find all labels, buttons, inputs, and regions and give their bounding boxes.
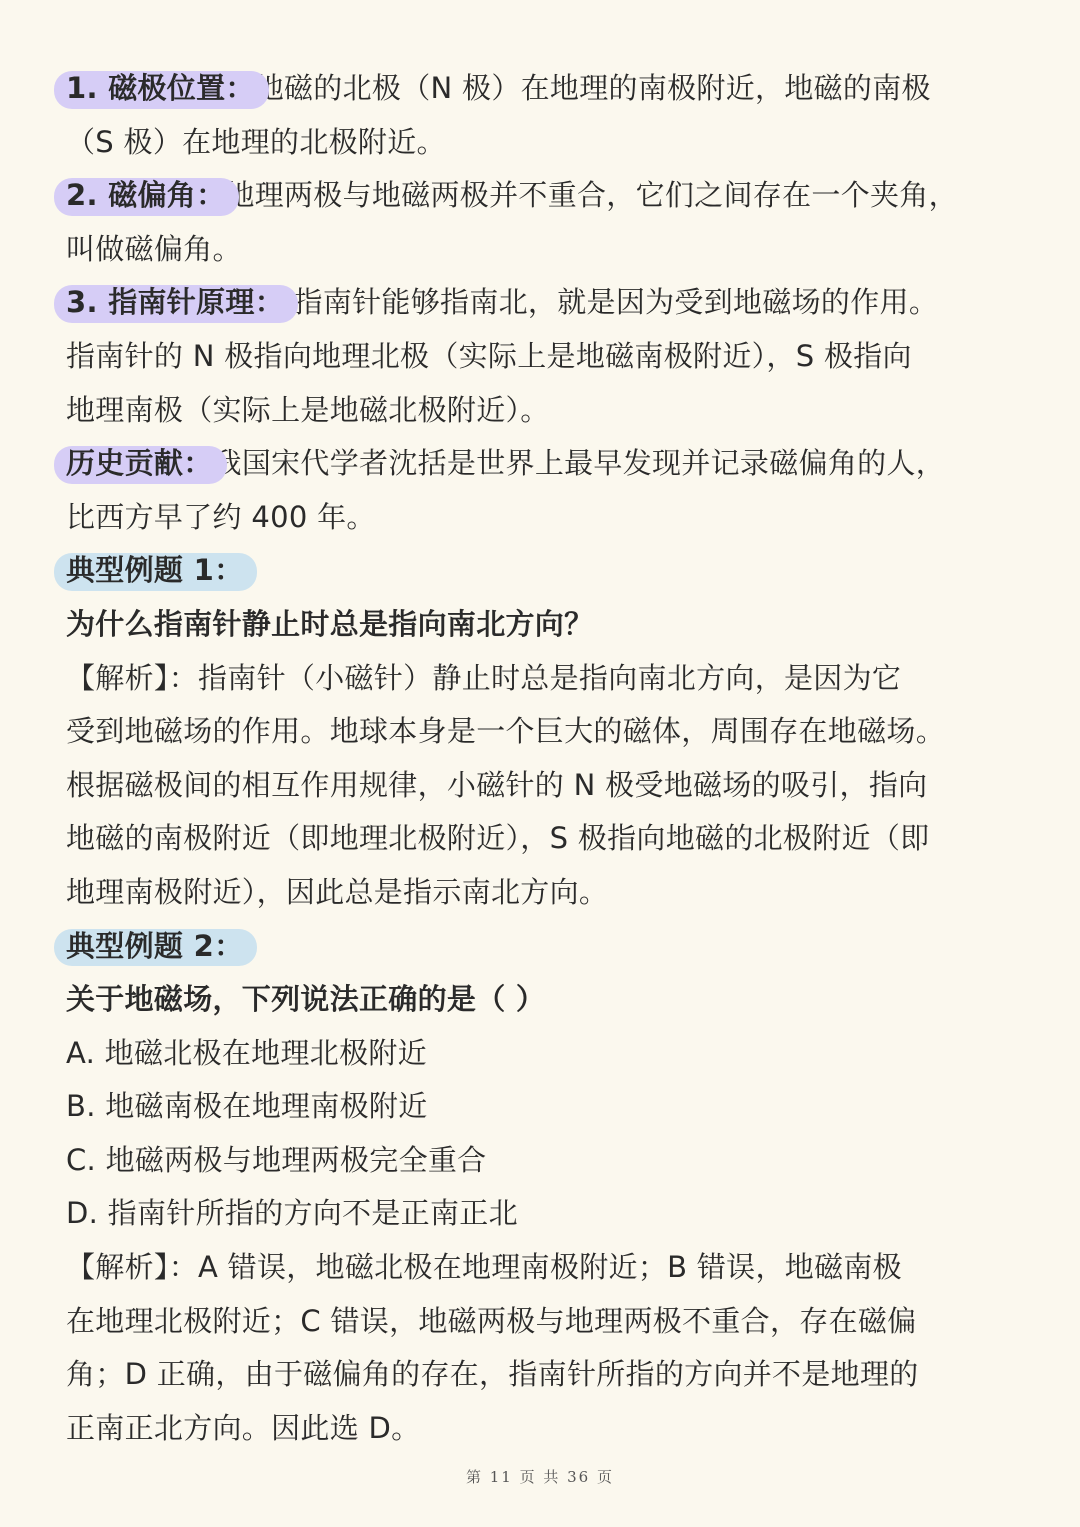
section-4-line-2: 比西方早了约 400 年。: [66, 499, 376, 534]
example-2-option-a: A. 地磁北极在地理北极附近: [66, 1035, 427, 1070]
example-2-option-c: C. 地磁两极与地理两极完全重合: [66, 1142, 487, 1177]
section-2-line-2: 叫做磁偏角。: [66, 231, 242, 266]
section-3-label: 3. 指南针原理：: [66, 276, 284, 330]
section-4-line-1: [66, 437, 1018, 491]
example-1-analysis-line-4: 地磁的南极附近（即地理北极附近），S 极指向地磁的北极附近（即: [66, 821, 930, 856]
section-3-text: 指南针能够指南北，就是因为受到地磁场的作用。: [284, 285, 939, 320]
section-1-line-2: （S 极）在地理的北极附近。: [66, 124, 446, 159]
example-2-option-d: D. 指南针所指的方向不是正南正北: [66, 1196, 518, 1231]
section-2-text: 地理两极与地磁两极并不重合，它们之间存在一个夹角，: [225, 178, 958, 213]
section-1-label: 1. 磁极位置：: [66, 62, 255, 116]
example-2-heading: 典型例题 2：: [66, 920, 243, 974]
example-1-heading: 典型例题 1：: [66, 544, 243, 598]
section-3-line-1: [66, 276, 1018, 330]
example-2-analysis-line-2: 在地理北极附近；C 错误，地磁两极与地理两极不重合，存在磁偏: [66, 1303, 917, 1338]
example-1-analysis-line-3: 根据磁极间的相互作用规律，小磁针的 N 极受地磁场的吸引，指向: [66, 767, 928, 802]
section-4-label: 历史贡献：: [66, 437, 213, 491]
section-2-line-1: [66, 169, 1018, 223]
example-2-analysis-line-3: 角；D 正确，由于磁偏角的存在，指南针所指的方向并不是地理的: [66, 1357, 919, 1392]
section-3-line-2: 指南针的 N 极指向地理北极（实际上是地磁南极附近），S 极指向: [66, 338, 912, 373]
example-1-analysis-line-5: 地理南极附近），因此总是指示南北方向。: [66, 874, 609, 909]
example-1-heading-line: [66, 544, 1018, 598]
section-3-line-3: 地理南极（实际上是地磁北极附近）。: [66, 392, 550, 427]
example-1-analysis-line-1: 【解析】：指南针（小磁针）静止时总是指向南北方向，是因为它: [66, 660, 902, 695]
section-1-text: 地磁的北极（N 极）在地理的南极附近，地磁的南极: [254, 71, 931, 105]
example-2-question: 关于地磁场，下列说法正确的是（ ）: [66, 982, 546, 1017]
section-2-label: 2. 磁偏角：: [66, 169, 225, 223]
example-2-heading-line: [66, 920, 1018, 974]
example-1-question: 为什么指南针静止时总是指向南北方向？: [66, 606, 594, 641]
example-1-analysis-line-2: 受到地磁场的作用。地球本身是一个巨大的磁体，周围存在地磁场。: [66, 714, 946, 749]
example-2-option-b: B. 地磁南极在地理南极附近: [66, 1089, 428, 1124]
section-4-text: 我国宋代学者沈括是世界上最早发现并记录磁偏角的人，: [212, 446, 946, 481]
section-1-line-1: [66, 62, 1018, 116]
example-2-analysis-line-1: 【解析】：A 错误，地磁北极在地理南极附近；B 错误，地磁南极: [66, 1250, 902, 1285]
example-2-analysis-line-4: 正南正北方向。因此选 D。: [66, 1410, 421, 1445]
page-number-footer: 第 11 页 共 36 页: [465, 1468, 614, 1486]
